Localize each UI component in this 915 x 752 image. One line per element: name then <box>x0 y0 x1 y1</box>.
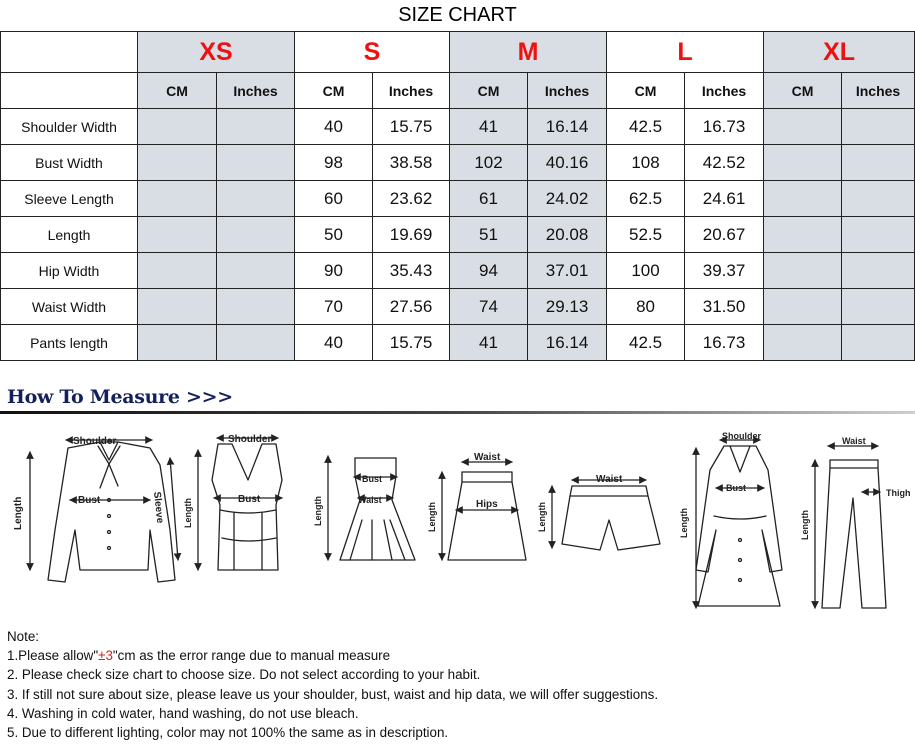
note-line-1 <box>7 646 912 665</box>
unit-inches-header: Inches <box>217 73 295 109</box>
skirt-hips-label: Hips <box>476 499 498 510</box>
table-cell: 62.5 <box>607 181 685 217</box>
table-row <box>1 109 915 145</box>
tank-bust-label: Bust <box>238 494 261 505</box>
row-label: Length <box>1 217 138 253</box>
table-cell: 61 <box>450 181 528 217</box>
note-line-3: 3. If still not sure about size, please leave us your shoulder, bust, waist and hip data, we will offer suggestions. <box>7 686 659 702</box>
table-cell: 90 <box>295 253 373 289</box>
table-cell <box>764 325 842 361</box>
table-cell <box>138 289 217 325</box>
table-cell: 16.14 <box>528 325 607 361</box>
shorts-waist-label: Waist <box>596 474 623 485</box>
table-cell: 20.67 <box>685 217 764 253</box>
unit-inches-header: Inches <box>842 73 915 109</box>
table-cell <box>764 145 842 181</box>
tank-length-label: Length <box>183 498 193 528</box>
coat-length-label: Length <box>679 508 689 538</box>
table-cell: 31.50 <box>685 289 764 325</box>
row-label: Hip Width <box>1 253 138 289</box>
pants-diagram <box>800 436 911 608</box>
tank-shoulder-label: Shoulder <box>228 434 272 445</box>
table-cell: 98 <box>295 145 373 181</box>
dress-length-label: Length <box>313 496 323 526</box>
table-cell: 23.62 <box>373 181 450 217</box>
size-header-row <box>1 32 915 73</box>
size-l-header: L <box>607 32 764 73</box>
table-row <box>1 217 915 253</box>
table-cell <box>842 217 915 253</box>
note-1-post: "cm as the error range due to manual measure <box>112 648 391 664</box>
table-cell <box>217 325 295 361</box>
table-cell: 108 <box>607 145 685 181</box>
table-cell: 100 <box>607 253 685 289</box>
table-cell: 94 <box>450 253 528 289</box>
pants-length-label: Length <box>800 510 810 540</box>
table-cell: 52.5 <box>607 217 685 253</box>
corner-cell <box>1 32 138 73</box>
table-cell <box>764 181 842 217</box>
table-cell: 24.02 <box>528 181 607 217</box>
skirt-diagram <box>427 452 526 560</box>
shirt-sleeve-label: Sleeve <box>151 491 166 524</box>
table-cell: 40.16 <box>528 145 607 181</box>
unit-cm-header: CM <box>295 73 373 109</box>
unit-cm-header: CM <box>764 73 842 109</box>
table-cell: 37.01 <box>528 253 607 289</box>
note-1-pre: 1.Please allow" <box>7 648 99 664</box>
note-line-4: 4. Washing in cold water, hand washing, do not use bleach. <box>7 705 359 721</box>
table-cell <box>138 217 217 253</box>
note-line-5: 5. Due to different lighting, color may not 100% the same as in description. <box>7 725 449 741</box>
table-cell: 16.73 <box>685 109 764 145</box>
table-row <box>1 289 915 325</box>
unit-header-row <box>1 73 915 109</box>
table-cell: 42.52 <box>685 145 764 181</box>
note-1-highlight: ±3 <box>98 648 113 664</box>
how-to-measure-heading: How To Measure >>> <box>7 386 233 408</box>
table-cell <box>217 217 295 253</box>
table-cell <box>138 109 217 145</box>
table-cell <box>842 181 915 217</box>
dress-waist-label: Waist <box>358 495 382 505</box>
table-cell: 102 <box>450 145 528 181</box>
shirt-diagram <box>13 436 178 582</box>
table-cell <box>138 253 217 289</box>
shirt-bust-label: Bust <box>78 495 101 506</box>
pants-thigh-label: Thigh <box>886 488 911 498</box>
table-cell: 40 <box>295 109 373 145</box>
unit-cm-header: CM <box>138 73 217 109</box>
table-cell <box>764 289 842 325</box>
table-cell: 20.08 <box>528 217 607 253</box>
unit-inches-header: Inches <box>373 73 450 109</box>
unit-inches-header: Inches <box>528 73 607 109</box>
notes-section <box>7 627 912 742</box>
table-cell: 16.14 <box>528 109 607 145</box>
table-cell: 42.5 <box>607 109 685 145</box>
note-line-2: 2. Please check size chart to choose size. Do not select according to your habit. <box>7 667 481 683</box>
size-xs-header: XS <box>138 32 295 73</box>
table-cell: 24.61 <box>685 181 764 217</box>
row-label: Pants length <box>1 325 138 361</box>
table-cell: 42.5 <box>607 325 685 361</box>
table-cell <box>764 217 842 253</box>
shorts-length-label: Length <box>537 502 547 532</box>
heading-divider <box>0 411 915 414</box>
corner-cell-2 <box>1 73 138 109</box>
table-cell: 29.13 <box>528 289 607 325</box>
coat-diagram <box>679 431 782 608</box>
table-cell: 15.75 <box>373 109 450 145</box>
table-row <box>1 325 915 361</box>
shorts-diagram <box>537 474 660 550</box>
table-cell: 41 <box>450 109 528 145</box>
notes-heading: Note: <box>7 629 40 644</box>
size-chart-title: SIZE CHART <box>398 4 517 26</box>
row-label: Shoulder Width <box>1 109 138 145</box>
table-cell <box>764 253 842 289</box>
table-cell <box>138 325 217 361</box>
row-label: Bust Width <box>1 145 138 181</box>
table-cell: 70 <box>295 289 373 325</box>
measurement-diagrams <box>0 420 915 616</box>
size-xl-header: XL <box>764 32 915 73</box>
size-chart-table <box>0 31 915 361</box>
skirt-waist-label: Waist <box>474 452 501 463</box>
table-cell <box>217 289 295 325</box>
table-cell: 39.37 <box>685 253 764 289</box>
skirt-length-label: Length <box>427 502 437 532</box>
table-cell: 50 <box>295 217 373 253</box>
unit-inches-header: Inches <box>685 73 764 109</box>
table-cell <box>842 253 915 289</box>
table-cell: 60 <box>295 181 373 217</box>
table-cell: 19.69 <box>373 217 450 253</box>
size-s-header: S <box>295 32 450 73</box>
table-cell: 16.73 <box>685 325 764 361</box>
dress-bust-label: Bust <box>362 474 382 484</box>
table-cell: 38.58 <box>373 145 450 181</box>
unit-cm-header: CM <box>450 73 528 109</box>
table-cell <box>138 145 217 181</box>
row-label: Waist Width <box>1 289 138 325</box>
table-cell: 27.56 <box>373 289 450 325</box>
tank-diagram <box>183 434 282 570</box>
table-cell <box>217 109 295 145</box>
shirt-shoulder-label: Shoulder <box>73 436 117 447</box>
table-cell: 80 <box>607 289 685 325</box>
table-cell <box>842 145 915 181</box>
table-cell: 51 <box>450 217 528 253</box>
coat-shoulder-label: Shoulder <box>722 431 762 441</box>
table-row <box>1 145 915 181</box>
table-cell <box>842 109 915 145</box>
table-cell: 41 <box>450 325 528 361</box>
table-cell <box>764 109 842 145</box>
table-cell <box>217 181 295 217</box>
table-cell: 35.43 <box>373 253 450 289</box>
shirt-length-label: Length <box>13 496 24 530</box>
table-cell <box>217 145 295 181</box>
table-row <box>1 253 915 289</box>
row-label: Sleeve Length <box>1 181 138 217</box>
table-cell: 15.75 <box>373 325 450 361</box>
pants-waist-label: Waist <box>842 436 866 446</box>
table-cell <box>842 325 915 361</box>
table-row <box>1 181 915 217</box>
coat-bust-label: Bust <box>726 483 746 493</box>
table-cell: 40 <box>295 325 373 361</box>
table-cell <box>217 253 295 289</box>
table-cell <box>138 181 217 217</box>
table-cell <box>842 289 915 325</box>
table-cell: 74 <box>450 289 528 325</box>
size-m-header: M <box>450 32 607 73</box>
dress-diagram <box>313 456 415 560</box>
unit-cm-header: CM <box>607 73 685 109</box>
